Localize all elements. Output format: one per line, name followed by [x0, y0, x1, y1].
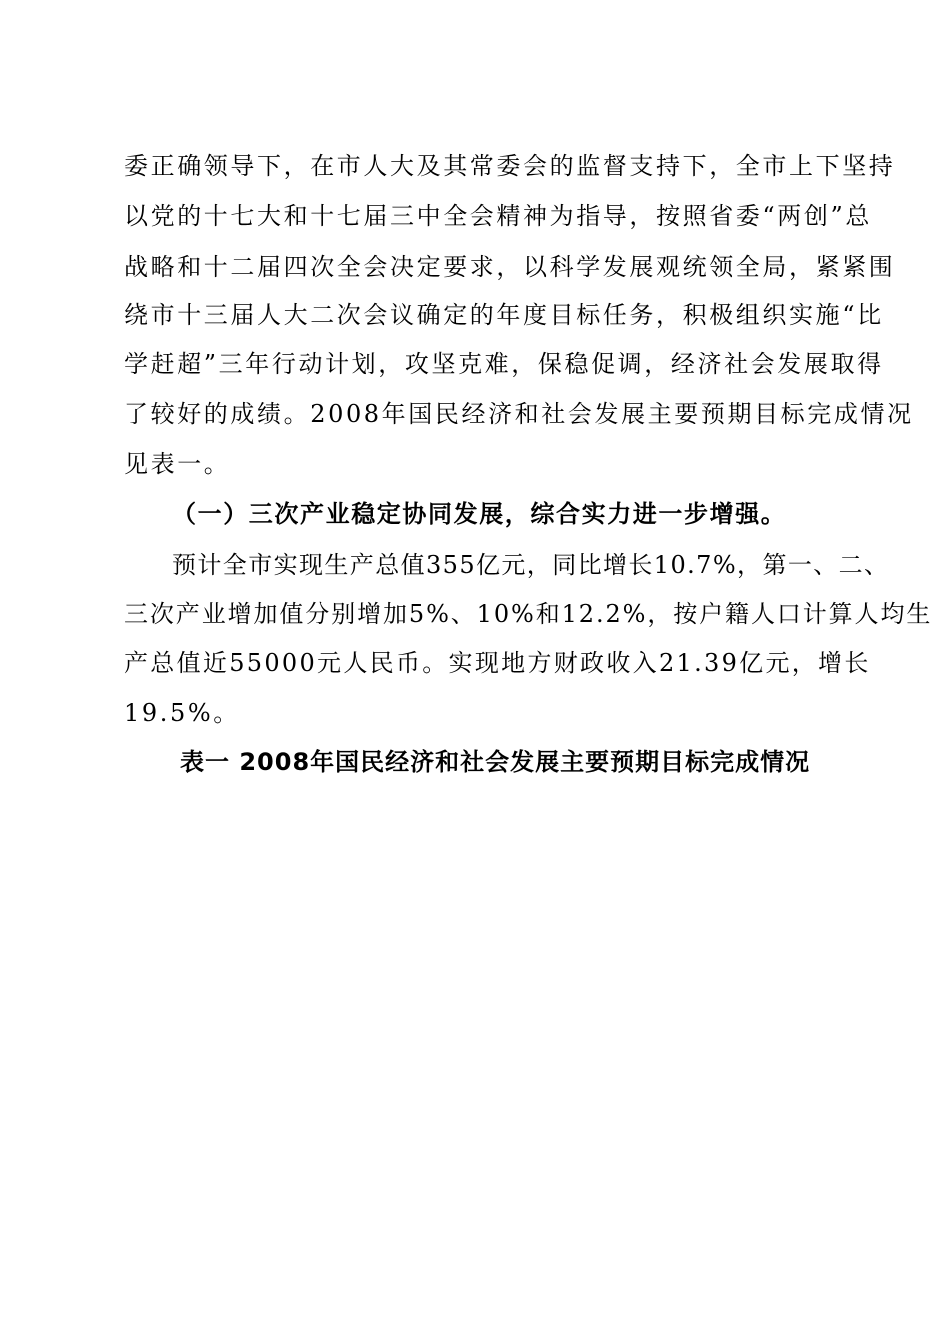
paragraph-line: 产总值近55000元人民币。实现地方财政收入21.39亿元，增长 — [124, 649, 871, 677]
paragraph-line: 了较好的成绩。2008年国民经济和社会发展主要预期目标完成情况 — [124, 400, 914, 428]
paragraph-line: 学赶超”三年行动计划，攻坚克难，保稳促调，经济社会发展取得 — [124, 350, 884, 378]
section-heading: （一）三次产业稳定协同发展，综合实力进一步增强。 — [172, 500, 787, 528]
paragraph-line: 预计全市实现生产总值355亿元，同比增长10.7%，第一、二、 — [172, 551, 890, 579]
table-caption: 表一 2008年国民经济和社会发展主要预期目标完成情况 — [180, 748, 811, 776]
paragraph-line: 见表一。 — [124, 450, 231, 478]
paragraph-line: 绕市十三届人大二次会议确定的年度目标任务，积极组织实施“比 — [124, 301, 884, 329]
paragraph-line: 三次产业增加值分别增加5%、10%和12.2%，按户籍人口计算人均生 — [124, 600, 933, 628]
paragraph-line: 以党的十七大和十七届三中全会精神为指导，按照省委“两创”总 — [124, 202, 872, 230]
paragraph-line: 战略和十二届四次全会决定要求，以科学发展观统领全局，紧紧围 — [124, 253, 896, 281]
paragraph-line: 19.5%。 — [124, 699, 240, 727]
paragraph-line: 委正确领导下，在市人大及其常委会的监督支持下，全市上下坚持 — [124, 152, 896, 180]
